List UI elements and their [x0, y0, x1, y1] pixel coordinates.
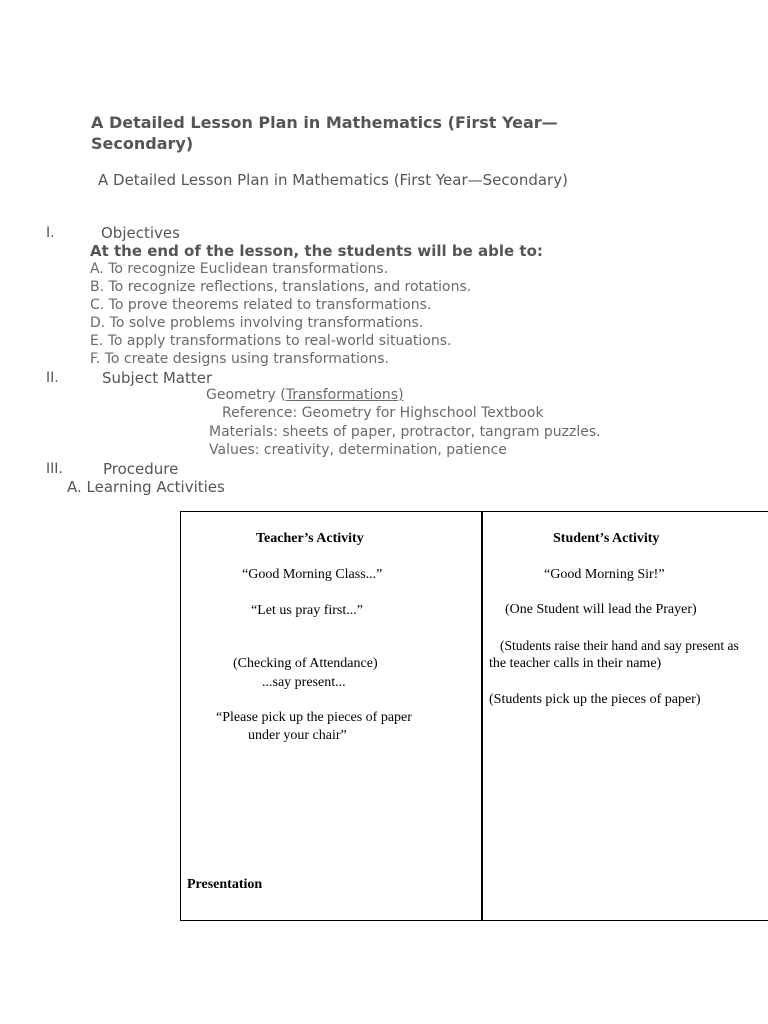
subject-matter-heading: Subject Matter — [102, 369, 213, 387]
teacher-activity-header: Teacher’s Activity — [256, 531, 364, 546]
procedure-heading: Procedure — [103, 460, 179, 478]
objective-item-d: D. To solve problems involving transformations. — [90, 315, 424, 331]
page-subtitle: A Detailed Lesson Plan in Mathematics (First Year—Secondary) — [98, 171, 568, 189]
teacher-greeting: “Good Morning Class...” — [242, 567, 383, 582]
student-pickup: (Students pick up the pieces of paper) — [489, 692, 701, 707]
page-title: A Detailed Lesson Plan in Mathematics (First Year—Secondary) — [91, 113, 558, 153]
student-present-line-2: the teacher calls in their name) — [489, 656, 662, 671]
objective-item-c: C. To prove theorems related to transformations. — [90, 297, 432, 313]
objectives-heading: Objectives — [101, 224, 180, 242]
student-prayer: (One Student will lead the Prayer) — [505, 602, 697, 617]
teacher-pickup-line-2: under your chair” — [248, 728, 347, 743]
procedure-numeral: III. — [46, 461, 63, 477]
subject-topic-prefix: Geometry ( — [206, 387, 286, 403]
objective-item-e: E. To apply transformations to real-world situations. — [90, 333, 452, 349]
objectives-numeral: I. — [46, 225, 55, 241]
student-greeting: “Good Morning Sir!” — [544, 567, 665, 582]
subject-reference: Reference: Geometry for Highschool Textbook — [222, 405, 544, 421]
subject-values: Values: creativity, determination, patience — [209, 442, 507, 458]
teacher-say-present: ...say present... — [262, 675, 346, 690]
subject-materials: Materials: sheets of paper, protractor, tangram puzzles. — [209, 424, 601, 440]
subject-matter-numeral: II. — [46, 370, 59, 386]
teacher-pickup-line-1: “Please pick up the pieces of paper — [216, 710, 412, 725]
objectives-intro: At the end of the lesson, the students will be able to: — [90, 242, 543, 260]
table-column-divider — [481, 511, 483, 921]
objective-item-a: A. To recognize Euclidean transformations. — [90, 261, 389, 277]
student-activity-header: Student’s Activity — [553, 531, 660, 546]
objective-item-b: B. To recognize reflections, translations, and rotations. — [90, 279, 472, 295]
objective-item-f: F. To create designs using transformations. — [90, 351, 390, 367]
learning-activities-heading: A. Learning Activities — [67, 478, 225, 496]
teacher-pray: “Let us pray first...” — [251, 603, 363, 618]
student-present-line-1: (Students raise their hand and say present as — [500, 638, 739, 653]
teacher-attendance: (Checking of Attendance) — [233, 656, 378, 671]
presentation-label: Presentation — [187, 877, 263, 892]
subject-topic-link[interactable]: Transformations) — [285, 387, 404, 403]
subject-topic — [206, 387, 404, 403]
